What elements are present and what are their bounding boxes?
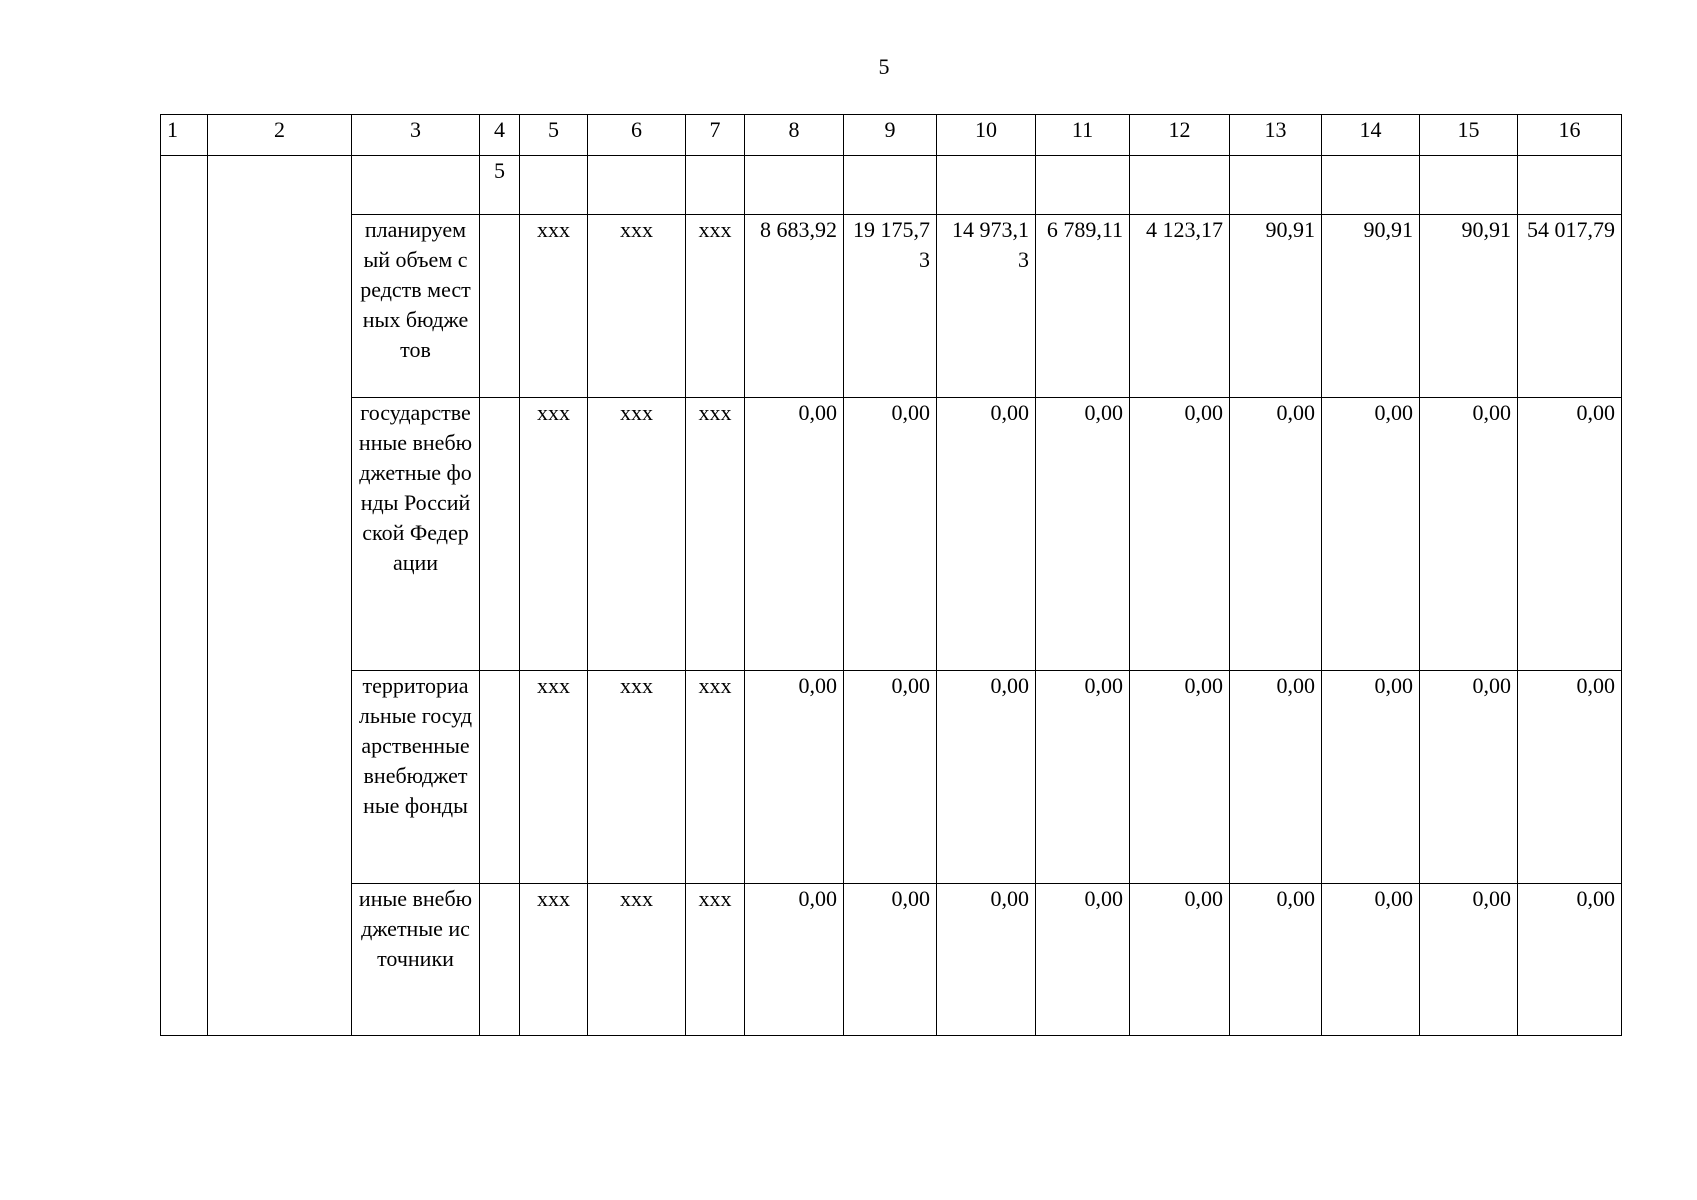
column-header-7: 7 (686, 115, 745, 156)
table-cell: 0,00 (844, 884, 937, 1036)
row-label: иные внебюджетные источники (352, 884, 480, 1036)
table-cell: 0,00 (1130, 671, 1230, 884)
table-cell: 0,00 (1322, 671, 1420, 884)
row-label: территориальные государственные внебюджетные фонды (352, 671, 480, 884)
table-cell: xxx (686, 884, 745, 1036)
table-cell: 0,00 (1230, 884, 1322, 1036)
table-cell: 0,00 (937, 671, 1036, 884)
table-row (161, 398, 1622, 671)
table-cell: xxx (588, 398, 686, 671)
table-cell (1130, 156, 1230, 215)
table-cell (1420, 156, 1518, 215)
table-cell (745, 156, 844, 215)
table-cell: 5 (480, 156, 520, 215)
column-header-6: 6 (588, 115, 686, 156)
table-row (161, 156, 1622, 215)
column-header-13: 13 (1230, 115, 1322, 156)
table-cell (480, 398, 520, 671)
table-cell (1322, 156, 1420, 215)
table-cell: 4 123,17 (1130, 215, 1230, 398)
table-cell: 14 973,13 (937, 215, 1036, 398)
table-cell: 0,00 (844, 671, 937, 884)
table-cell: xxx (520, 398, 588, 671)
table-cell: 0,00 (1518, 884, 1622, 1036)
column-number-row (161, 115, 1622, 156)
table-row (161, 671, 1622, 884)
table-cell: xxx (588, 215, 686, 398)
column-header-16: 16 (1518, 115, 1622, 156)
table-cell: 54 017,79 (1518, 215, 1622, 398)
table-cell: 0,00 (844, 398, 937, 671)
table-cell: 90,91 (1230, 215, 1322, 398)
column-header-1: 1 (161, 115, 208, 156)
table-cell (937, 156, 1036, 215)
column-header-9: 9 (844, 115, 937, 156)
table-cell: 0,00 (745, 671, 844, 884)
column-header-3: 3 (352, 115, 480, 156)
table-cell: 0,00 (1230, 671, 1322, 884)
table-cell: 0,00 (1420, 671, 1518, 884)
table-cell: xxx (588, 884, 686, 1036)
table-cell (588, 156, 686, 215)
table-cell (352, 156, 480, 215)
table-cell (480, 671, 520, 884)
table-cell: 8 683,92 (745, 215, 844, 398)
table-cell: xxx (686, 215, 745, 398)
table-cell: 19 175,73 (844, 215, 937, 398)
table-cell: 0,00 (937, 398, 1036, 671)
table-cell: 0,00 (1518, 398, 1622, 671)
table-row (161, 884, 1622, 1036)
table-cell: 0,00 (1130, 884, 1230, 1036)
table-cell: 6 789,11 (1036, 215, 1130, 398)
table-cell: xxx (520, 671, 588, 884)
table-cell: 0,00 (1420, 398, 1518, 671)
table-cell: 0,00 (1518, 671, 1622, 884)
table-cell: 0,00 (937, 884, 1036, 1036)
table-cell (1036, 156, 1130, 215)
column-header-5: 5 (520, 115, 588, 156)
table-cell: xxx (588, 671, 686, 884)
col1-merged-cell (161, 156, 208, 1036)
table-cell: 0,00 (1130, 398, 1230, 671)
col2-merged-cell (208, 156, 352, 1036)
column-header-12: 12 (1130, 115, 1230, 156)
table-cell: 0,00 (1420, 884, 1518, 1036)
table-cell (844, 156, 937, 215)
table-row (161, 215, 1622, 398)
column-header-14: 14 (1322, 115, 1420, 156)
column-header-10: 10 (937, 115, 1036, 156)
column-header-11: 11 (1036, 115, 1130, 156)
table-cell: xxx (686, 671, 745, 884)
table-cell (1230, 156, 1322, 215)
table-cell: xxx (520, 884, 588, 1036)
budget-table (160, 114, 1622, 1036)
table-cell: xxx (686, 398, 745, 671)
table-cell (480, 215, 520, 398)
table-cell: 0,00 (1036, 671, 1130, 884)
column-header-15: 15 (1420, 115, 1518, 156)
table-cell: 0,00 (1036, 884, 1130, 1036)
table-cell: 90,91 (1322, 215, 1420, 398)
column-header-8: 8 (745, 115, 844, 156)
column-header-4: 4 (480, 115, 520, 156)
table-cell: 0,00 (745, 884, 844, 1036)
row-label: государственные внебюджетные фонды Российской Федерации (352, 398, 480, 671)
table-cell (520, 156, 588, 215)
table-cell: 90,91 (1420, 215, 1518, 398)
table-cell: 0,00 (1322, 884, 1420, 1036)
column-header-2: 2 (208, 115, 352, 156)
row-label: планируемый объем средств местных бюджетов (352, 215, 480, 398)
page-number: 5 (878, 54, 890, 79)
table-cell: 0,00 (1230, 398, 1322, 671)
table-cell: 0,00 (1036, 398, 1130, 671)
table-cell (1518, 156, 1622, 215)
table-cell: 0,00 (745, 398, 844, 671)
table-cell: xxx (520, 215, 588, 398)
table-cell (480, 884, 520, 1036)
table-cell: 0,00 (1322, 398, 1420, 671)
table-cell (686, 156, 745, 215)
